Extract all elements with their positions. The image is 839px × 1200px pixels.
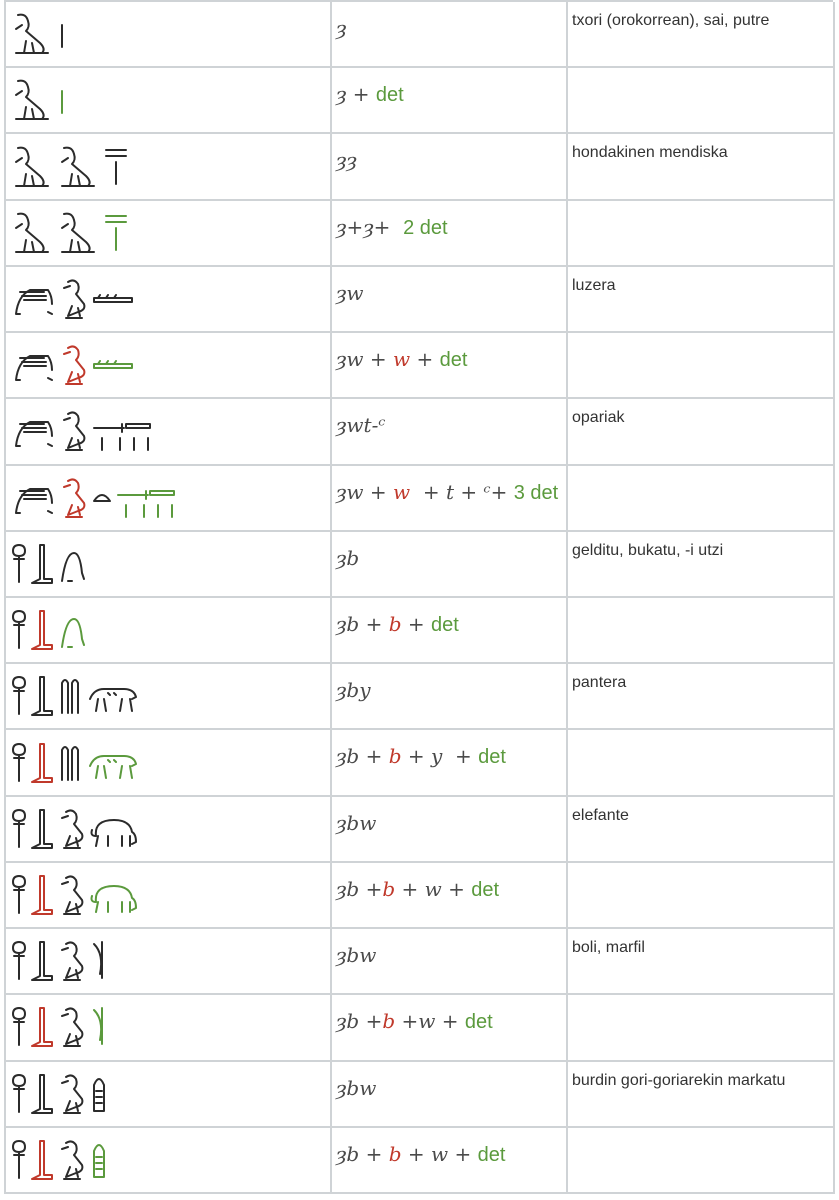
vulture-icon [12,210,54,256]
hieroglyph-cell [6,598,332,664]
transliteration-segment: w [393,479,411,504]
transliteration-segment: ȝw [336,479,364,504]
bread-icon [92,475,112,521]
transliteration-cell [332,797,568,863]
transliteration-cell [332,466,568,532]
transliteration-cell [332,863,568,929]
transliteration-segment: ȝb [336,611,360,636]
transliteration-cell [332,1062,568,1128]
stroke-icon [58,11,66,57]
hieroglyph-cell [6,929,332,995]
reeds-icon [58,673,84,719]
transliteration-cell [332,333,568,399]
quail-icon [58,1004,86,1050]
transliteration-segment: b [388,744,402,769]
transliteration-segment: det [478,746,506,769]
transliteration-segment: det [439,349,468,372]
transliteration-segment: + [359,1141,389,1166]
leg-icon [30,740,54,786]
hieroglyph-cell [6,399,332,465]
transliteration-segment: + [401,611,432,636]
transliteration-segment: ȝbw [336,810,377,835]
transliteration-segment: b [388,611,402,636]
stroke-icon [58,77,66,123]
quail-icon [58,1071,86,1117]
long-bar-icon [92,276,136,322]
meaning-cell [568,1128,835,1194]
transliteration-segment: + [448,1141,478,1166]
transliteration-segment: det [431,613,459,636]
leg-icon [30,872,54,918]
transliteration-cell [332,201,568,267]
panther-icon [88,673,140,719]
hieroglyph-cell [6,532,332,598]
walking-icon [58,541,86,587]
forepart-icon [12,342,56,388]
tusk-icon [90,938,106,984]
quail-icon [60,276,88,322]
meaning-cell: txori (orokorrean), sai, putre [568,2,835,68]
transliteration-segment: ȝbw [336,1075,377,1100]
panther-icon [88,740,140,786]
transliteration-segment: ȝȝ [336,148,357,173]
hieroglyph-cell [6,333,332,399]
transliteration-segment: b [382,876,396,901]
transliteration-segment: ȝb [336,744,360,769]
transliteration-segment: t [446,479,455,504]
ankh-icon [12,607,26,653]
transliteration-cell [332,134,568,200]
meaning-cell: elefante [568,797,835,863]
transliteration-segment: + [363,479,394,504]
transliteration-segment: ȝw [336,280,364,305]
leg-icon [30,938,54,984]
quail-icon [58,806,86,852]
transliteration-segment: + [395,876,425,901]
meaning-cell [568,863,835,929]
transliteration-segment: w [393,347,411,372]
transliteration-segment: w [431,1141,449,1166]
transliteration-segment: ȝw [336,347,364,372]
ankh-icon [12,938,26,984]
hieroglyph-cell [6,1128,332,1194]
ankh-icon [12,872,26,918]
hieroglyph-cell [6,201,332,267]
transliteration-segment: + [373,214,404,239]
meaning-cell: gelditu, bukatu, -i utzi [568,532,835,598]
transliteration-segment: + [395,1009,419,1034]
elephant-icon [90,872,142,918]
transliteration-cell [332,399,568,465]
meaning-cell: hondakinen mendiska [568,134,835,200]
transliteration-segment: + [454,479,484,504]
meaning-cell [568,68,835,134]
hieroglyph-cell [6,134,332,200]
hieroglyph-cell [6,730,332,796]
transliteration-cell [332,929,568,995]
hieroglyph-cell [6,995,332,1061]
transliteration-segment: + [359,1009,383,1034]
plural-stroke-icon [104,210,130,256]
transliteration-cell [332,267,568,333]
hieroglyph-vocabulary-table [4,0,833,1194]
brazier-icon [90,1137,108,1183]
meaning-cell: burdin gori-goriarekin markatu [568,1062,835,1128]
transliteration-segment: + [442,744,479,769]
transliteration-segment: ᶜ [483,479,491,504]
meaning-cell [568,995,835,1061]
transliteration-segment: ȝbw [336,943,377,968]
transliteration-segment: + [410,347,440,372]
plural-stroke-icon [104,144,130,190]
transliteration-cell [332,664,568,730]
meaning-cell [568,466,835,532]
elephant-icon [90,806,142,852]
transliteration-segment: + [401,1141,432,1166]
ankh-icon [12,673,26,719]
vulture-icon [12,77,54,123]
long-bar-icon [92,342,136,388]
transliteration-segment: 2 det [403,216,448,239]
hieroglyph-cell [6,2,332,68]
hieroglyph-cell [6,797,332,863]
transliteration-segment: + [363,347,394,372]
transliteration-cell [332,68,568,134]
transliteration-cell [332,2,568,68]
transliteration-segment: + [359,744,389,769]
meaning-cell: boli, marfil [568,929,835,995]
quail-icon [58,1137,86,1183]
leg-icon [30,607,54,653]
leg-icon [30,1071,54,1117]
vulture-icon [58,144,100,190]
hieroglyph-cell [6,466,332,532]
hieroglyph-cell [6,68,332,134]
hieroglyph-cell [6,863,332,929]
transliteration-segment: b [388,1141,402,1166]
quail-icon [60,475,88,521]
leg-icon [30,1137,54,1183]
vulture-icon [12,11,54,57]
meaning-cell [568,333,835,399]
transliteration-segment: ȝ [336,16,347,40]
leg-icon [30,541,54,587]
transliteration-segment: det [477,1143,506,1166]
transliteration-segment: + [359,876,383,901]
hieroglyph-cell [6,664,332,730]
ankh-icon [12,541,26,587]
transliteration-segment: ȝb [336,876,360,901]
tusk-icon [90,1004,106,1050]
transliteration-segment: ȝb [336,1141,360,1166]
transliteration-segment: + [490,479,514,504]
transliteration-segment: ȝ [336,82,347,107]
transliteration-segment: y [431,744,443,769]
transliteration-segment: det [471,878,500,901]
meaning-cell [568,730,835,796]
reeds-icon [58,740,84,786]
quail-icon [58,938,86,984]
transliteration-segment: ȝ [363,214,374,239]
quail-icon [60,342,88,388]
vulture-icon [58,210,100,256]
leg-icon [30,673,54,719]
transliteration-segment: b [382,1009,396,1034]
transliteration-cell [332,730,568,796]
quail-icon [60,408,88,454]
transliteration-segment: ȝwt-ᶜ [336,413,386,438]
transliteration-segment: + [401,744,432,769]
forepart-icon [12,475,56,521]
ankh-icon [12,1004,26,1050]
ankh-icon [12,806,26,852]
transliteration-segment: det [464,1011,493,1034]
transliteration-segment: ȝb [336,1009,360,1034]
transliteration-segment: ȝby [336,678,371,703]
vulture-icon [12,144,54,190]
transliteration-segment: 3 det [513,481,559,504]
walking-icon [58,607,86,653]
transliteration-segment: ȝb [336,545,360,570]
transliteration-segment: + [410,479,447,504]
quail-icon [58,872,86,918]
meaning-cell [568,598,835,664]
ankh-icon [12,740,26,786]
transliteration-cell [332,995,568,1061]
transliteration-segment: + [435,1009,465,1034]
forepart-icon [12,408,56,454]
meaning-cell: opariak [568,399,835,465]
leg-icon [30,1004,54,1050]
transliteration-cell [332,598,568,664]
forepart-icon [12,276,56,322]
meaning-cell: pantera [568,664,835,730]
brazier-icon [90,1071,108,1117]
transliteration-segment: w [424,876,442,901]
hieroglyph-cell [6,267,332,333]
arm-strokes-icon [92,408,154,454]
transliteration-segment: + [441,876,472,901]
transliteration-cell [332,532,568,598]
leg-icon [30,806,54,852]
transliteration-segment: + [346,82,376,107]
meaning-cell: luzera [568,267,835,333]
transliteration-segment: w [418,1009,436,1034]
meaning-cell [568,201,835,267]
transliteration-cell [332,1128,568,1194]
ankh-icon [12,1137,26,1183]
arm-strokes-icon [116,475,178,521]
ankh-icon [12,1071,26,1117]
transliteration-segment: + [359,611,389,636]
transliteration-segment: det [375,84,404,107]
hieroglyph-cell [6,1062,332,1128]
transliteration-segment: + [346,214,364,239]
transliteration-segment: ȝ [336,214,347,239]
